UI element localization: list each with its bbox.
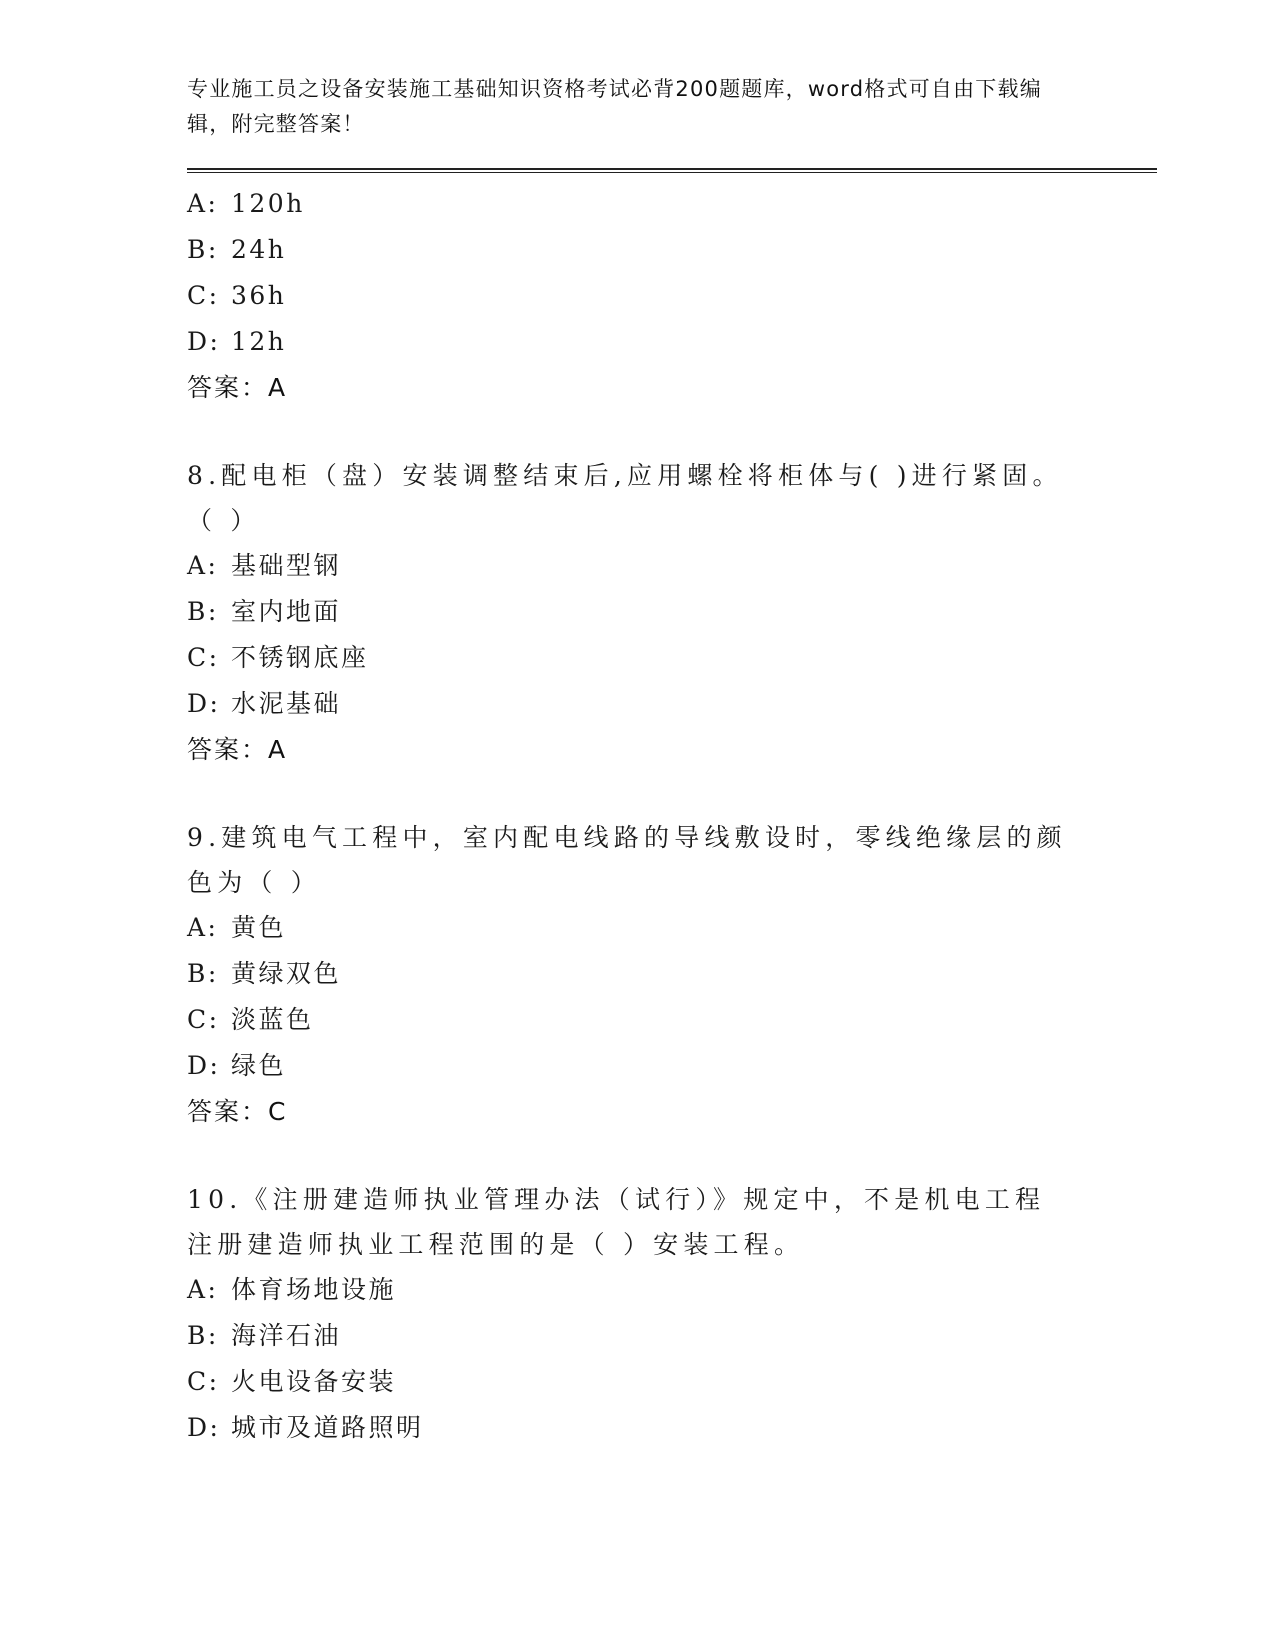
option-a: A: 体育场地设施 bbox=[187, 1275, 397, 1304]
option-c: C: 火电设备安装 bbox=[187, 1367, 397, 1396]
document-page bbox=[187, 72, 1157, 1451]
option-d: D: 12h bbox=[187, 327, 287, 356]
question-text: 8.配电柜（盘）安装调整结束后,应用螺栓将柜体与( )进行紧固。（ ） bbox=[187, 461, 1063, 535]
option-b: B: 海洋石油 bbox=[187, 1321, 342, 1350]
question-7 bbox=[187, 181, 1157, 411]
option-a: A: 黄色 bbox=[187, 913, 287, 942]
question-10 bbox=[187, 1177, 1157, 1451]
question-8 bbox=[187, 453, 1157, 773]
option-c: C: 36h bbox=[187, 281, 287, 310]
option-a: A: 120h bbox=[187, 189, 305, 218]
question-list bbox=[187, 181, 1157, 1451]
option-d: D: 城市及道路照明 bbox=[187, 1413, 424, 1442]
answer: 答案：A bbox=[187, 373, 288, 402]
option-b: B: 黄绿双色 bbox=[187, 959, 342, 988]
question-9 bbox=[187, 815, 1157, 1135]
option-d: D: 水泥基础 bbox=[187, 689, 342, 718]
option-b: B: 室内地面 bbox=[187, 597, 342, 626]
question-text: 9.建筑电气工程中，室内配电线路的导线敷设时，零线绝缘层的颜色为（ ） bbox=[187, 823, 1067, 897]
option-c: C: 不锈钢底座 bbox=[187, 643, 369, 672]
answer: 答案：A bbox=[187, 735, 288, 764]
option-c: C: 淡蓝色 bbox=[187, 1005, 314, 1034]
option-a: A: 基础型钢 bbox=[187, 551, 342, 580]
option-d: D: 绿色 bbox=[187, 1051, 287, 1080]
document-header: 专业施工员之设备安装施工基础知识资格考试必背200题题库，word格式可自由下载编辑，附完整答案！ bbox=[187, 77, 1042, 136]
question-text: 10.《注册建造师执业管理办法（试行）》规定中，不是机电工程注册建造师执业工程范围的是（ ）安装工程。 bbox=[187, 1185, 1046, 1259]
answer: 答案：C bbox=[187, 1097, 288, 1126]
option-b: B: 24h bbox=[187, 235, 287, 264]
header-divider bbox=[187, 168, 1157, 170]
